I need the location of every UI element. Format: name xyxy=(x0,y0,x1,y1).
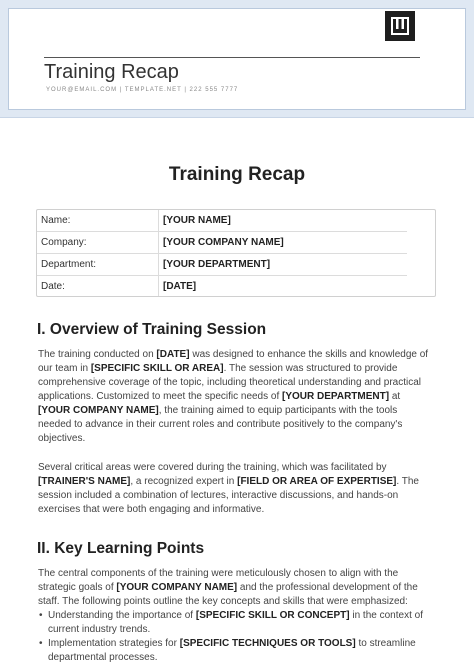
list-item: • Understanding the importance of [SPECIFIC SKILL OR CONCEPT] in the context of current industry trends. xyxy=(39,610,423,635)
table-row-name xyxy=(37,210,407,232)
info-table xyxy=(36,209,436,297)
overview-paragraph-1: The training conducted on [DATE] was designed to enhance the skills and knowledge of our team in [SPECIFIC SKILL OR AREA]. The session was structured to provide comprehensive coverage of the topic, including theoretical understanding and practical applications. Customized to meet the specific needs of [YOUR DEPARTMENT] at [YOUR COMPANY NAME], the training aimed to equip participants with the tools needed to advance in their current roles and contribute positively to the company's objectives. xyxy=(38,349,429,444)
date-value: [DATE] xyxy=(163,281,197,292)
template-logo-icon xyxy=(385,11,415,41)
company-value: [YOUR COMPANY NAME] xyxy=(163,237,284,248)
company-label: Company: xyxy=(41,237,87,248)
header-contact: YOUR@EMAIL.COM | TEMPLATE.NET | 222 555 7777 xyxy=(46,87,239,93)
list-item: • Implementation strategies for [SPECIFIC TECHNIQUES OR TOOLS] to streamline departmental processes. xyxy=(39,638,416,663)
table-row-department xyxy=(37,254,407,276)
header-rule xyxy=(44,57,420,58)
table-row-company xyxy=(37,232,407,254)
document-title: Training Recap xyxy=(168,164,306,185)
header-title: Training Recap xyxy=(44,61,179,83)
name-value: [YOUR NAME] xyxy=(163,215,231,226)
section-heading-overview: I. Overview of Training Session xyxy=(37,321,267,338)
overview-paragraph-2: Several critical areas were covered during the training, which was facilitated by [TRAINER'S NAME], a recognized expert in [FIELD OR AREA OF EXPERTISE]. The session included a combination of lectures, interactive discussions, and hands-on exercises that were both engaging and informative. xyxy=(38,462,419,515)
key-learning-paragraph: The central components of the training were meticulously chosen to align with the strategic goals of [YOUR COMPANY NAME] and the professional development of the staff. The following points outline the key concepts and skills that were emphasized: xyxy=(38,568,418,607)
bullet-icon: • xyxy=(39,610,43,621)
table-row-date xyxy=(37,276,407,298)
department-label: Department: xyxy=(41,259,97,270)
section-heading-key-learning: II. Key Learning Points xyxy=(37,540,205,557)
date-label: Date: xyxy=(41,281,65,292)
key-learning-bullets xyxy=(38,609,438,665)
department-value: [YOUR DEPARTMENT] xyxy=(163,259,271,270)
bullet-icon: • xyxy=(39,638,43,649)
name-label: Name: xyxy=(41,215,71,226)
